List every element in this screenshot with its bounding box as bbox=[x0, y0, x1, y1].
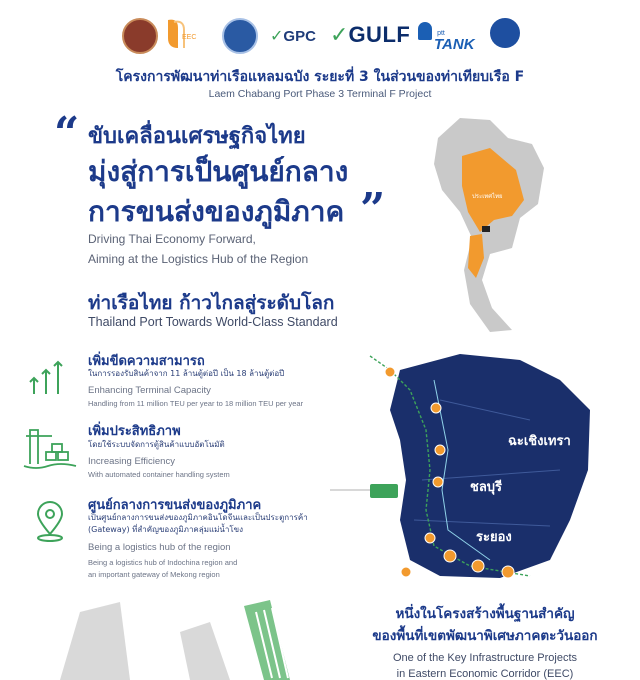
feature-capacity-desc-th: ในการรองรับสินค้าจาก 11 ล้านตู้ต่อปี เป็น 18 ล้านตู้ต่อปี bbox=[88, 369, 285, 378]
open-quote-mark: “ bbox=[54, 108, 80, 159]
eec-logo-text: EEC bbox=[182, 34, 197, 41]
thailand-map bbox=[420, 108, 550, 334]
hero-sub-en-1: Driving Thai Economy Forward, bbox=[88, 232, 256, 246]
hero-sub-en-2: Aiming at the Logistics Hub of the Region bbox=[88, 252, 309, 266]
feature-hub-title-en: Being a logistics hub of the region bbox=[88, 542, 231, 553]
feature-hub-desc-en-1: Being a logistics hub of Indochina region and bbox=[88, 558, 238, 567]
feature-efficiency-title: เพิ่มประสิทธิภาพ bbox=[88, 424, 181, 439]
hero-line-2: มุ่งสู่การเป็นศูนย์กลาง bbox=[88, 155, 349, 188]
feature-efficiency-title-en: Increasing Efficiency bbox=[88, 456, 175, 467]
feature-hub-desc-th-2: (Gateway) ที่สำคัญของภูมิภาคลุ่มแม่น้ำโขง bbox=[88, 525, 244, 534]
growth-arrows-icon bbox=[28, 356, 72, 396]
chec-logo bbox=[490, 18, 520, 48]
svg-text:ประเทศไทย: ประเทศไทย bbox=[472, 193, 503, 200]
section-title-en: Thailand Port Towards World-Class Standard bbox=[88, 315, 338, 329]
feature-capacity-title: เพิ่มขีดความสามารถ bbox=[88, 354, 205, 369]
government-seal-logo bbox=[122, 18, 158, 54]
location-pin-icon bbox=[32, 500, 68, 544]
footer-title-en-1: One of the Key Infrastructure Projects bbox=[392, 652, 578, 664]
section-title-th: ท่าเรือไทย ก้าวไกลสู่ระดับโลก bbox=[88, 292, 335, 314]
gpc-logo: ✓GPC bbox=[270, 26, 316, 45]
feature-hub-title: ศูนย์กลางการขนส่งของภูมิภาค bbox=[88, 498, 262, 513]
logo-bar bbox=[0, 14, 640, 56]
feature-efficiency-desc-en: With automated container handling system bbox=[88, 470, 230, 479]
project-title-en: Laem Chabang Port Phase 3 Terminal F Project bbox=[208, 88, 432, 100]
feature-efficiency-desc-th: โดยใช้ระบบจัดการตู้สินค้าแบบอัตโนมัติ bbox=[88, 440, 225, 449]
project-title-th: โครงการพัฒนาท่าเรือแหลมฉบัง ระยะที่ 3 ในส่วนของท่าเทียบเรือ F bbox=[115, 69, 525, 85]
region-label-chachoengsao: ฉะเชิงเทรา bbox=[508, 434, 571, 449]
gulf-logo: ✓GULF bbox=[330, 22, 411, 48]
decorative-port-shape bbox=[60, 592, 290, 680]
region-label-chonburi: ชลบุรี bbox=[470, 480, 503, 495]
hero-line-3: การขนส่งของภูมิภาค bbox=[88, 195, 345, 228]
hero-line-1: ขับเคลื่อนเศรษฐกิจไทย bbox=[88, 124, 306, 149]
footer-title-th-1: หนึ่งในโครงสร้างพื้นฐานสำคัญ bbox=[395, 606, 575, 622]
footer-title-en-2: in Eastern Economic Corridor (EEC) bbox=[396, 668, 574, 680]
port-authority-logo bbox=[222, 18, 258, 54]
eec-region-map bbox=[330, 350, 630, 590]
region-label-rayong: ระยอง bbox=[476, 530, 512, 545]
close-quote-mark: ” bbox=[360, 184, 386, 235]
ptt-tank-logo: ptt TANK bbox=[418, 20, 475, 53]
feature-capacity-title-en: Enhancing Terminal Capacity bbox=[88, 385, 211, 396]
port-crane-icon bbox=[22, 424, 78, 470]
footer-title-th-2: ของพื้นที่เขตพัฒนาพิเศษภาคตะวันออก bbox=[372, 628, 598, 644]
feature-hub-desc-en-2: an important gateway of Mekong region bbox=[88, 570, 220, 579]
feature-hub-desc-th-1: เป็นศูนย์กลางการขนส่งของภูมิภาคอินโดจีนและเป็นประตูการค้า bbox=[88, 513, 308, 522]
feature-capacity-desc-en: Handling from 11 million TEU per year to 18 million TEU per year bbox=[88, 399, 304, 408]
